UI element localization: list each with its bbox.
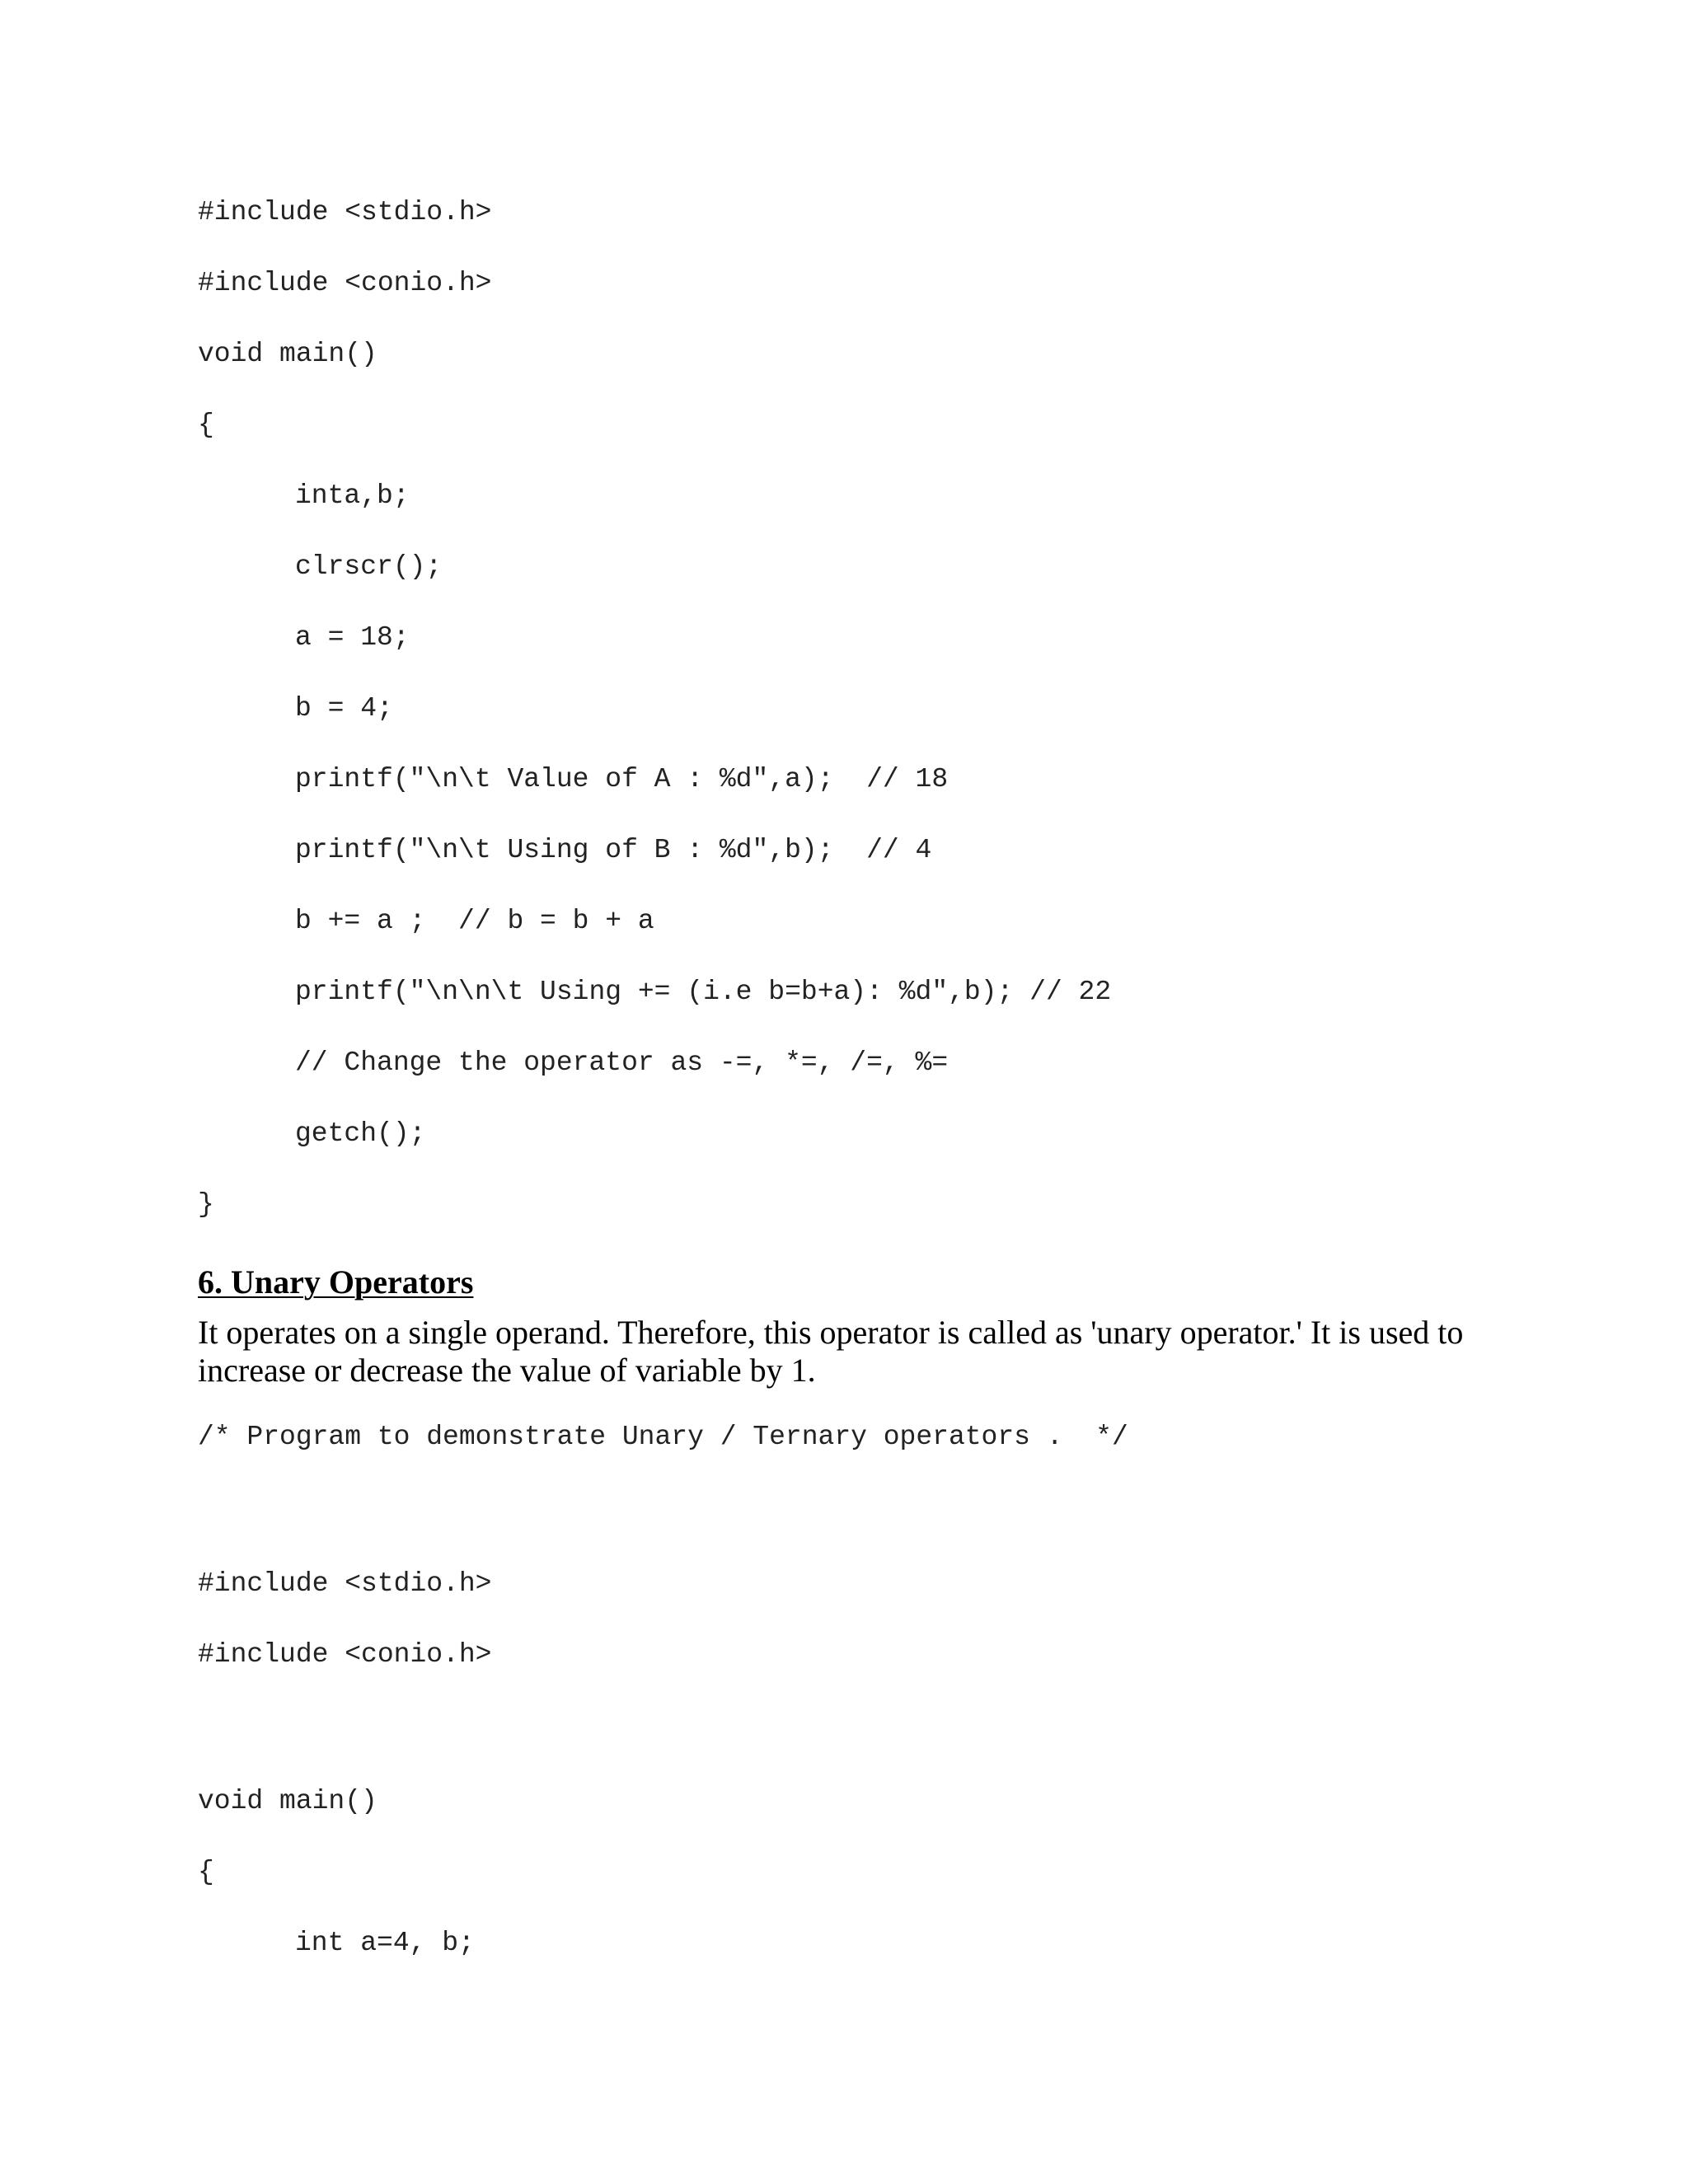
code-line: printf("\n\t Using of B : %d",b); // 4 [295, 835, 932, 865]
code-line: getch(); [295, 1118, 426, 1149]
code-line: #include <conio.h> [198, 1639, 492, 1670]
code-line: void main() [198, 339, 377, 369]
code-line: inta,b; [295, 480, 410, 511]
section-heading: 6. Unary Operators [198, 1263, 474, 1301]
code-line: b = 4; [295, 693, 393, 724]
code-line: int a=4, b; [295, 1928, 475, 1958]
code-line: #include <conio.h> [198, 268, 492, 298]
code-line: #include <stdio.h> [198, 197, 492, 227]
code-line: b += a ; // b = b + a [295, 906, 654, 936]
code-line: printf("\n\t Value of A : %d",a); // 18 [295, 764, 949, 794]
code-line: // Change the operator as -=, *=, /=, %= [295, 1047, 949, 1078]
code-line: { [198, 410, 214, 440]
section-paragraph: It operates on a single operand. Therefore, this operator is called as 'unary operator.' It is used to increase or decrease the value of variable by 1. [198, 1314, 1464, 1389]
code-comment-line: /* Program to demonstrate Unary / Ternary operators . */ [198, 1422, 1128, 1452]
code-line: #include <stdio.h> [198, 1568, 492, 1599]
code-line: clrscr(); [295, 551, 443, 582]
code-line: printf("\n\n\t Using += (i.e b=b+a): %d",b); // 22 [295, 977, 1112, 1007]
code-line: a = 18; [295, 622, 410, 653]
code-line: { [198, 1857, 214, 1887]
code-line: } [198, 1189, 214, 1220]
code-line: void main() [198, 1786, 377, 1816]
